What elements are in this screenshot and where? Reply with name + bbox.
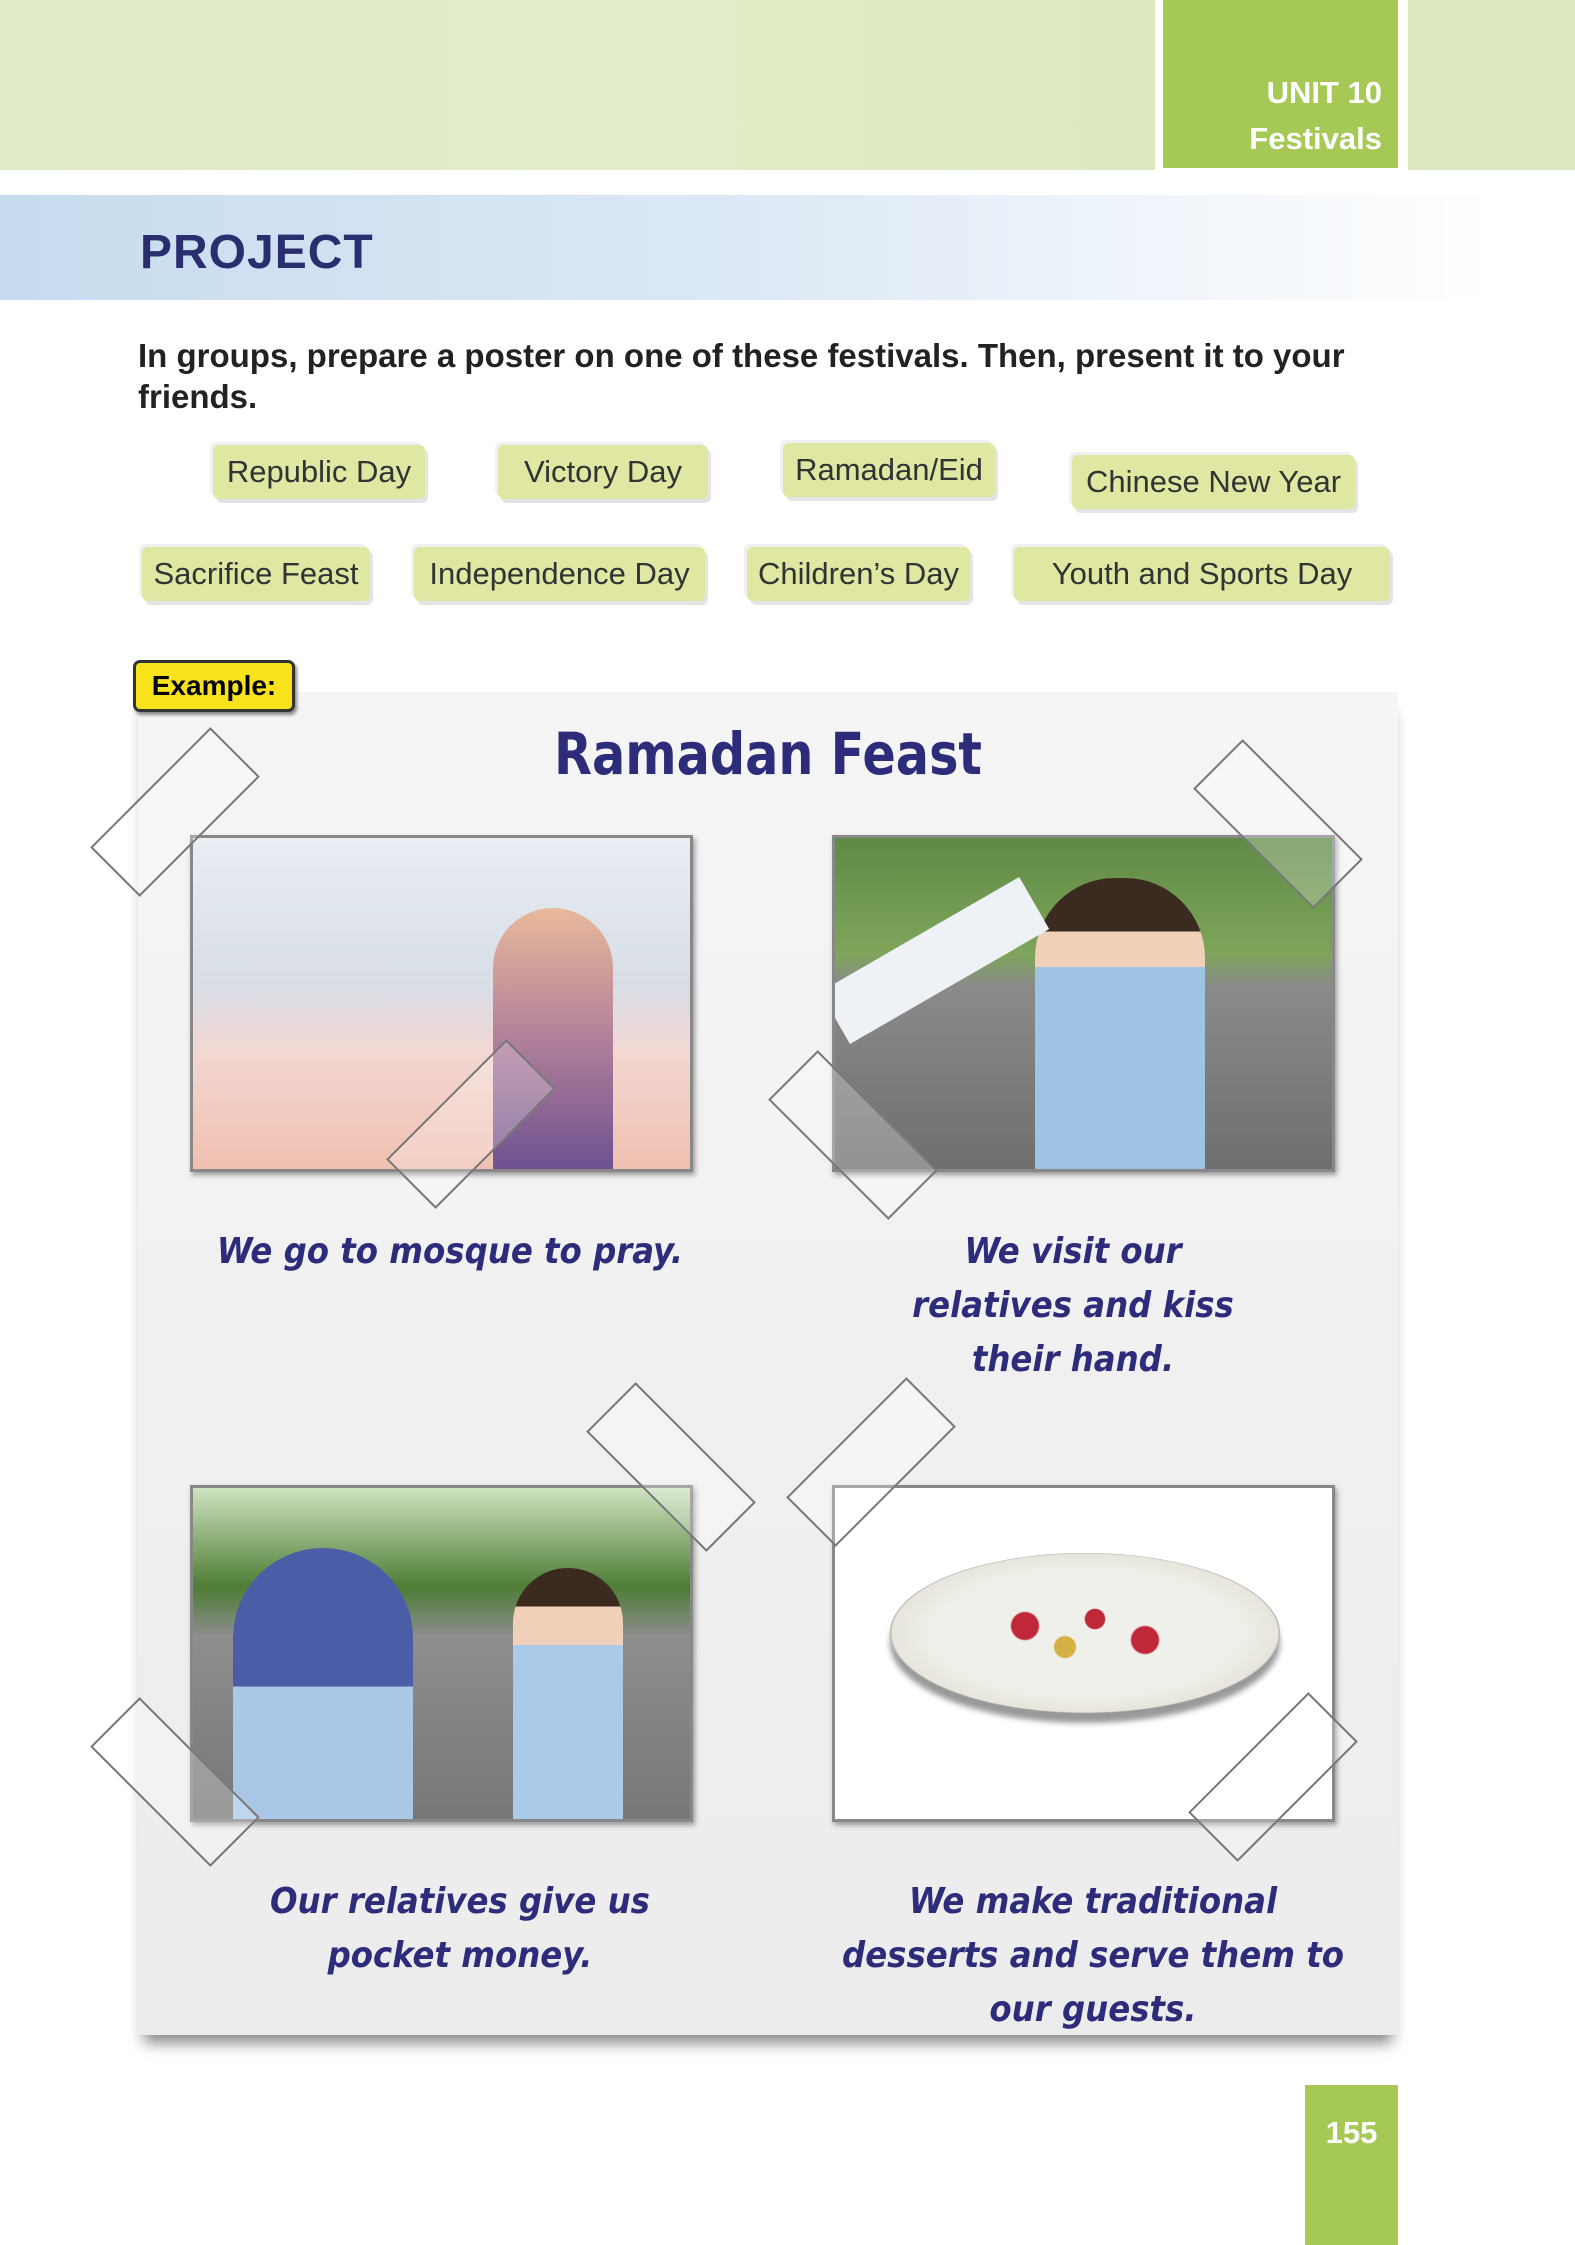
festival-tag: Victory Day xyxy=(498,445,708,499)
section-title: PROJECT xyxy=(140,226,374,279)
caption-relatives: We visit our relatives and kiss their hand. xyxy=(912,1231,1234,1380)
page-number: 155 xyxy=(1305,2085,1398,2245)
unit-box xyxy=(1163,0,1398,168)
caption-desserts: We make traditional desserts and serve them to our guests. xyxy=(842,1881,1344,2030)
festival-tag: Sacrifice Feast xyxy=(142,547,370,601)
festival-tag: Chinese New Year xyxy=(1072,455,1355,509)
header-band xyxy=(0,0,1155,170)
poster-title: Ramadan Feast xyxy=(553,720,982,788)
caption-pocket-money: Our relatives give us pocket money. xyxy=(270,1881,650,1976)
example-badge: Example: xyxy=(133,660,295,712)
festival-tag: Republic Day xyxy=(213,445,425,499)
instruction-text: In groups, prepare a poster on one of these festivals. Then, present it to your friends. xyxy=(138,337,1345,415)
festival-tag: Independence Day xyxy=(414,547,705,601)
caption-mosque: We go to mosque to pray. xyxy=(216,1231,684,1272)
photo-kiss-hand xyxy=(832,835,1335,1172)
header-band-right xyxy=(1408,0,1575,170)
unit-title: Festivals xyxy=(1249,121,1382,156)
photo-pocket-money xyxy=(190,1485,693,1822)
festival-tag: Ramadan/Eid xyxy=(783,443,995,497)
festival-tag: Youth and Sports Day xyxy=(1014,547,1390,601)
unit-number: UNIT 10 xyxy=(1266,75,1382,110)
festival-tag: Children’s Day xyxy=(747,547,970,601)
example-poster xyxy=(138,692,1398,2035)
